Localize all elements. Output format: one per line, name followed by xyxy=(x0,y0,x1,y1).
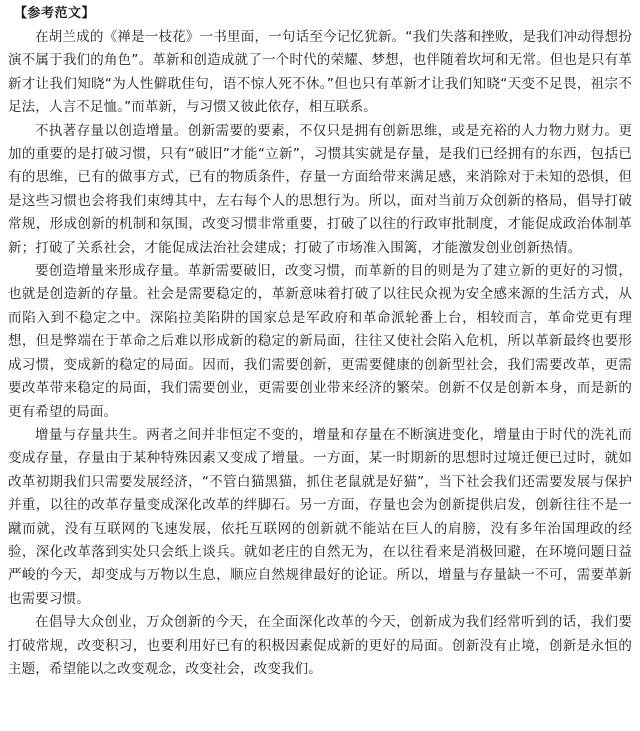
essay-paragraph-3: 要创造增量来形成存量。革新需要破旧，改变习惯，而革新的目的则是为了建立新的更好的习惯，也就是创造新的存量。社会是需要稳定的，革新意味着打破了以往民众视为安全感来源的生活方式，从而陷入到不稳定之中。深陷拉美陷阱的国家总是军政府和革命派轮番上台，相较而言，革命党更有理想，但是弊端在于革命之后难以形成新的稳定的新局面，往往又使社会陷入危机，所以革新最终也要形成习惯，变成新的稳定的局面。因而，我们需要创新，更需要健康的创新型社会，我们需要改革，更需要改革带来稳定的局面，我们需要创业，更需要创业带来经济的繁荣。创新不仅是创新本身，而是新的更有希望的局面。 xyxy=(8,263,632,420)
essay-heading: 【参考范文】 xyxy=(14,6,96,21)
essay-paragraph-4: 增量与存量共生。两者之间并非恒定不变的，增量和存量在不断演进变化，增量由于时代的洗礼而变成存量，存量由于某种特殊因素又变成了增量。一方面，某一时期新的思想时过境迁便已过时，就如改革初期我们只需要发展经济，“不管白猫黑猫，抓住老鼠就是好猫”，当下社会我们还需要发展与保护并重，以往的改革存量变成深化改革的绊脚石。另一方面，存量也会为创新提供启发，创新往往不是一蹴而就，没有互联网的飞速发展，依托互联网的创新就不能站在巨人的肩膀，没有多年治国理政的经验，深化改革落到实处只会纸上谈兵。就如老庄的自然无为，在以往看来是消极回避，在环境问题日益严峻的今天，却变成与万物以生息，顺应自然规律最好的论证。所以，增量与存量缺一不可，需要革新也需要习惯。 xyxy=(8,426,632,607)
essay-paragraph-2: 不执著存量以创造增量。创新需要的要素，不仅只是拥有创新思维，或是充裕的人力物力财力。更加的重要的是打破习惯，只有“破旧”才能“立新”，习惯其实就是存量，是我们已经拥有的东西，包括已有的思维，已有的做事方式，已有的物质条件，存量一方面给带来满足感，来消除对于未知的恐惧，但是这些习惯也会将我们束缚其中，左右每个人的思想行为。所以，面对当前万众创新的格局，倡导打破常规，形成创新的机制和氛围，改变习惯非常重要，打破了以往的行政审批制度，才能促成政治体制革新；打破了关系社会，才能促成法治社会建成；打破了市场准入围篱，才能激发创业创新热情。 xyxy=(8,122,632,256)
essay-paragraph-5: 在倡导大众创业，万众创新的今天，在全面深化改革的今天，创新成为我们经常听到的话，我们要打破常规，改变积习，也要利用好已有的积极因素促成新的更好的局面。创新没有止境，创新是永恒的主题，希望能以之改变观念，改变社会，改变我们。 xyxy=(8,614,632,677)
essay-paragraph-1: 在胡兰成的《禅是一枝花》一书里面，一句话至今记忆犹新。“我们失落和挫败，是我们冲动得想扮演不属于我们的角色”。革新和创造成就了一个时代的荣耀、梦想，也伴随着坎坷和无常。但也是只有革新才让我们知晓“为人性僻耽佳句，语不惊人死不休。”但也只有革新才让我们知晓“天变不足畏，祖宗不足法，人言不足恤。”而革新，与习惯又彼此依存，相互联系。 xyxy=(8,29,632,116)
